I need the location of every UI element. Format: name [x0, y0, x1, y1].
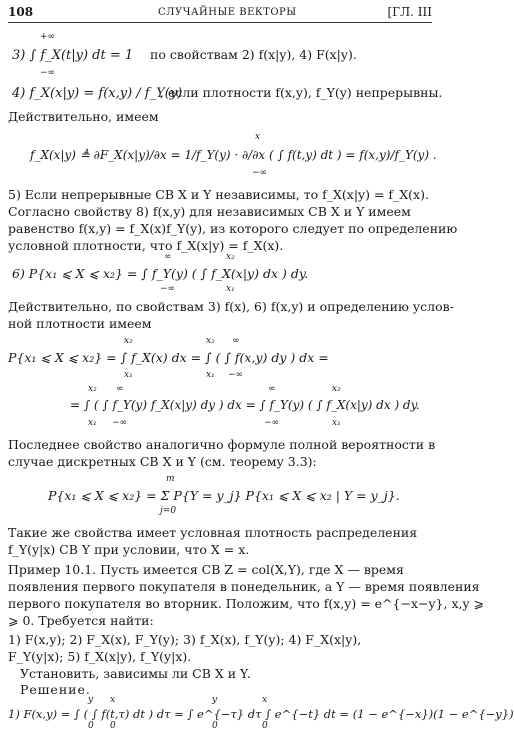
solution-formula: 1) F(x,y) = ∫ ( ∫ f(t,τ) dt ) dτ = ∫ e^{−τ} dτ ∫ e^{−t} dt = (1 − e^{−x})(1 − e^{−y}) [8, 707, 514, 721]
sol-limit-bottom-4: 0 [262, 721, 268, 731]
proof-limit-bottom-3: −∞ [228, 370, 244, 380]
proof2-limit-bottom-4: x₁ [332, 418, 341, 428]
same-line-1: Такие же свойства имеет условная плотность распределения [8, 525, 418, 540]
item3-formula: 3) ∫ f_X(t|y) dt = 1 [12, 48, 134, 63]
item5-line-2: Согласно свойству 8) f(x,y) для независимых СВ X и Y имеем [8, 204, 411, 219]
sol-limit-top-2: x [110, 695, 116, 705]
last-line-1: Последнее свойство аналогично формуле полной вероятности в [8, 437, 436, 452]
indeed-text-1: Действительно, имеем [8, 109, 159, 124]
proof2-limit-top-4: x₂ [332, 384, 341, 394]
chapter-label: [ГЛ. III [387, 5, 432, 19]
sum-limit-top: m [166, 474, 175, 484]
indeed-2-line-2: ной плотности имеем [8, 316, 152, 331]
sol-limit-top-4: x [262, 695, 268, 705]
example-line-3: первого покупателя во вторник. Положим, что f(x,y) = e^{−x−y}, x,y ⩾ [8, 596, 484, 611]
sol-limit-bottom-1: 0 [88, 721, 94, 731]
proof-limit-top-3: ∞ [232, 336, 240, 346]
proof-line-2: = ∫ ( ∫ f_Y(y) f_X(x|y) dy ) dx = ∫ f_Y(y) ( ∫ f_X(x|y) dx ) dy. [70, 398, 420, 412]
proof2-limit-top-3: ∞ [268, 384, 276, 394]
item6-outer-limit-bottom: −∞ [160, 284, 176, 294]
running-title: СЛУЧАЙНЫЕ ВЕКТОРЫ [158, 7, 297, 18]
proof2-limit-bottom-1: x₁ [88, 418, 97, 428]
item5-line-3: равенство f(x,y) = f_X(x)f_Y(y), из которого следует по определению [8, 221, 458, 236]
item3-limit-bottom: −∞ [40, 68, 56, 78]
page-header [8, 4, 432, 23]
proof2-limit-bottom-2: −∞ [112, 418, 128, 428]
example-line-1: Пример 10.1. Пусть имеется СВ Z = col(X,Y), где X — время [8, 562, 404, 577]
sum-limit-bottom: j=0 [160, 506, 177, 516]
task-line-2: F_Y(y|x); 5) f_X(x|y), f_Y(y|x). [8, 649, 192, 664]
sol-limit-bottom-3: 0 [212, 721, 218, 731]
proof2-limit-bottom-3: −∞ [264, 418, 280, 428]
item5-line-4: условной плотности, что f_X(x|y) = f_X(x). [8, 238, 284, 253]
page-number: 108 [8, 5, 34, 19]
item6-formula: 6) P{x₁ ⩽ X ⩽ x₂} = ∫ f_Y(y) ( ∫ f_X(x|y) dx ) dy. [12, 266, 309, 281]
proof-limit-bottom-2: x₁ [206, 370, 215, 380]
proof-limit-top-2: x₂ [206, 336, 215, 346]
proof-limit-top-1: x₂ [124, 336, 133, 346]
example-line-2: появления первого покупателя в понедельник, а Y — время появления [8, 579, 480, 594]
sol-limit-bottom-2: 0 [110, 721, 116, 731]
proof-line-1: P{x₁ ⩽ X ⩽ x₂} = ∫ f_X(x) dx = ∫ ( ∫ f(x,y) dy ) dx = [8, 350, 329, 365]
item4-text: , если плотности f(x,y), f_Y(y) непрерывны. [160, 85, 443, 100]
item4-formula: 4) f_X(x|y) = f(x,y) / f_Y(y) [12, 86, 183, 101]
item6-inner-limit-bottom: x₁ [226, 284, 235, 294]
deriv-limit-bottom: −∞ [252, 168, 268, 178]
item3-text: по свойствам 2) f(x|y), 4) F(x|y). [150, 47, 357, 62]
sum-formula: P{x₁ ⩽ X ⩽ x₂} = Σ P{Y = y_j} P{x₁ ⩽ X ⩽ x₂ | Y = y_j}. [48, 488, 400, 503]
item3-limit-top: +∞ [40, 32, 56, 42]
proof2-limit-top-2: ∞ [116, 384, 124, 394]
deriv-limit-top: x [255, 132, 261, 142]
sol-limit-top-3: y [212, 695, 218, 705]
task-line-3: Установить, зависимы ли СВ X и Y. [20, 666, 251, 681]
item6-inner-limit-top: x₂ [226, 252, 235, 262]
indeed-2-line-1: Действительно, по свойствам 3) f(x), 6) f(x,y) и определению услов- [8, 299, 454, 314]
example-line-4: ⩾ 0. Требуется найти: [8, 613, 154, 628]
sol-limit-top-1: y [88, 695, 94, 705]
item5-line-1: 5) Если непрерывные СВ X и Y независимы, то f_X(x|y) = f_X(x). [8, 187, 429, 202]
same-line-2: f_Y(y|x) СВ Y при условии, что X = x. [8, 542, 250, 557]
item6-outer-limit-top: ∞ [164, 252, 172, 262]
proof-limit-bottom-1: x₁ [124, 370, 133, 380]
proof2-limit-top-1: x₂ [88, 384, 97, 394]
task-line-1: 1) F(x,y); 2) F_X(x), F_Y(y); 3) f_X(x), f_Y(y); 4) F_X(x|y), [8, 632, 362, 647]
last-line-2: случае дискретных СВ X и Y (см. теорему 3.3): [8, 454, 317, 469]
solution-title: Решение. [20, 682, 91, 697]
deriv-formula: f_X(x|y) ≜ ∂F_X(x|y)/∂x = 1/f_Y(y) · ∂/∂x ( ∫ f(t,y) dt ) = f(x,y)/f_Y(y) . [30, 148, 437, 162]
